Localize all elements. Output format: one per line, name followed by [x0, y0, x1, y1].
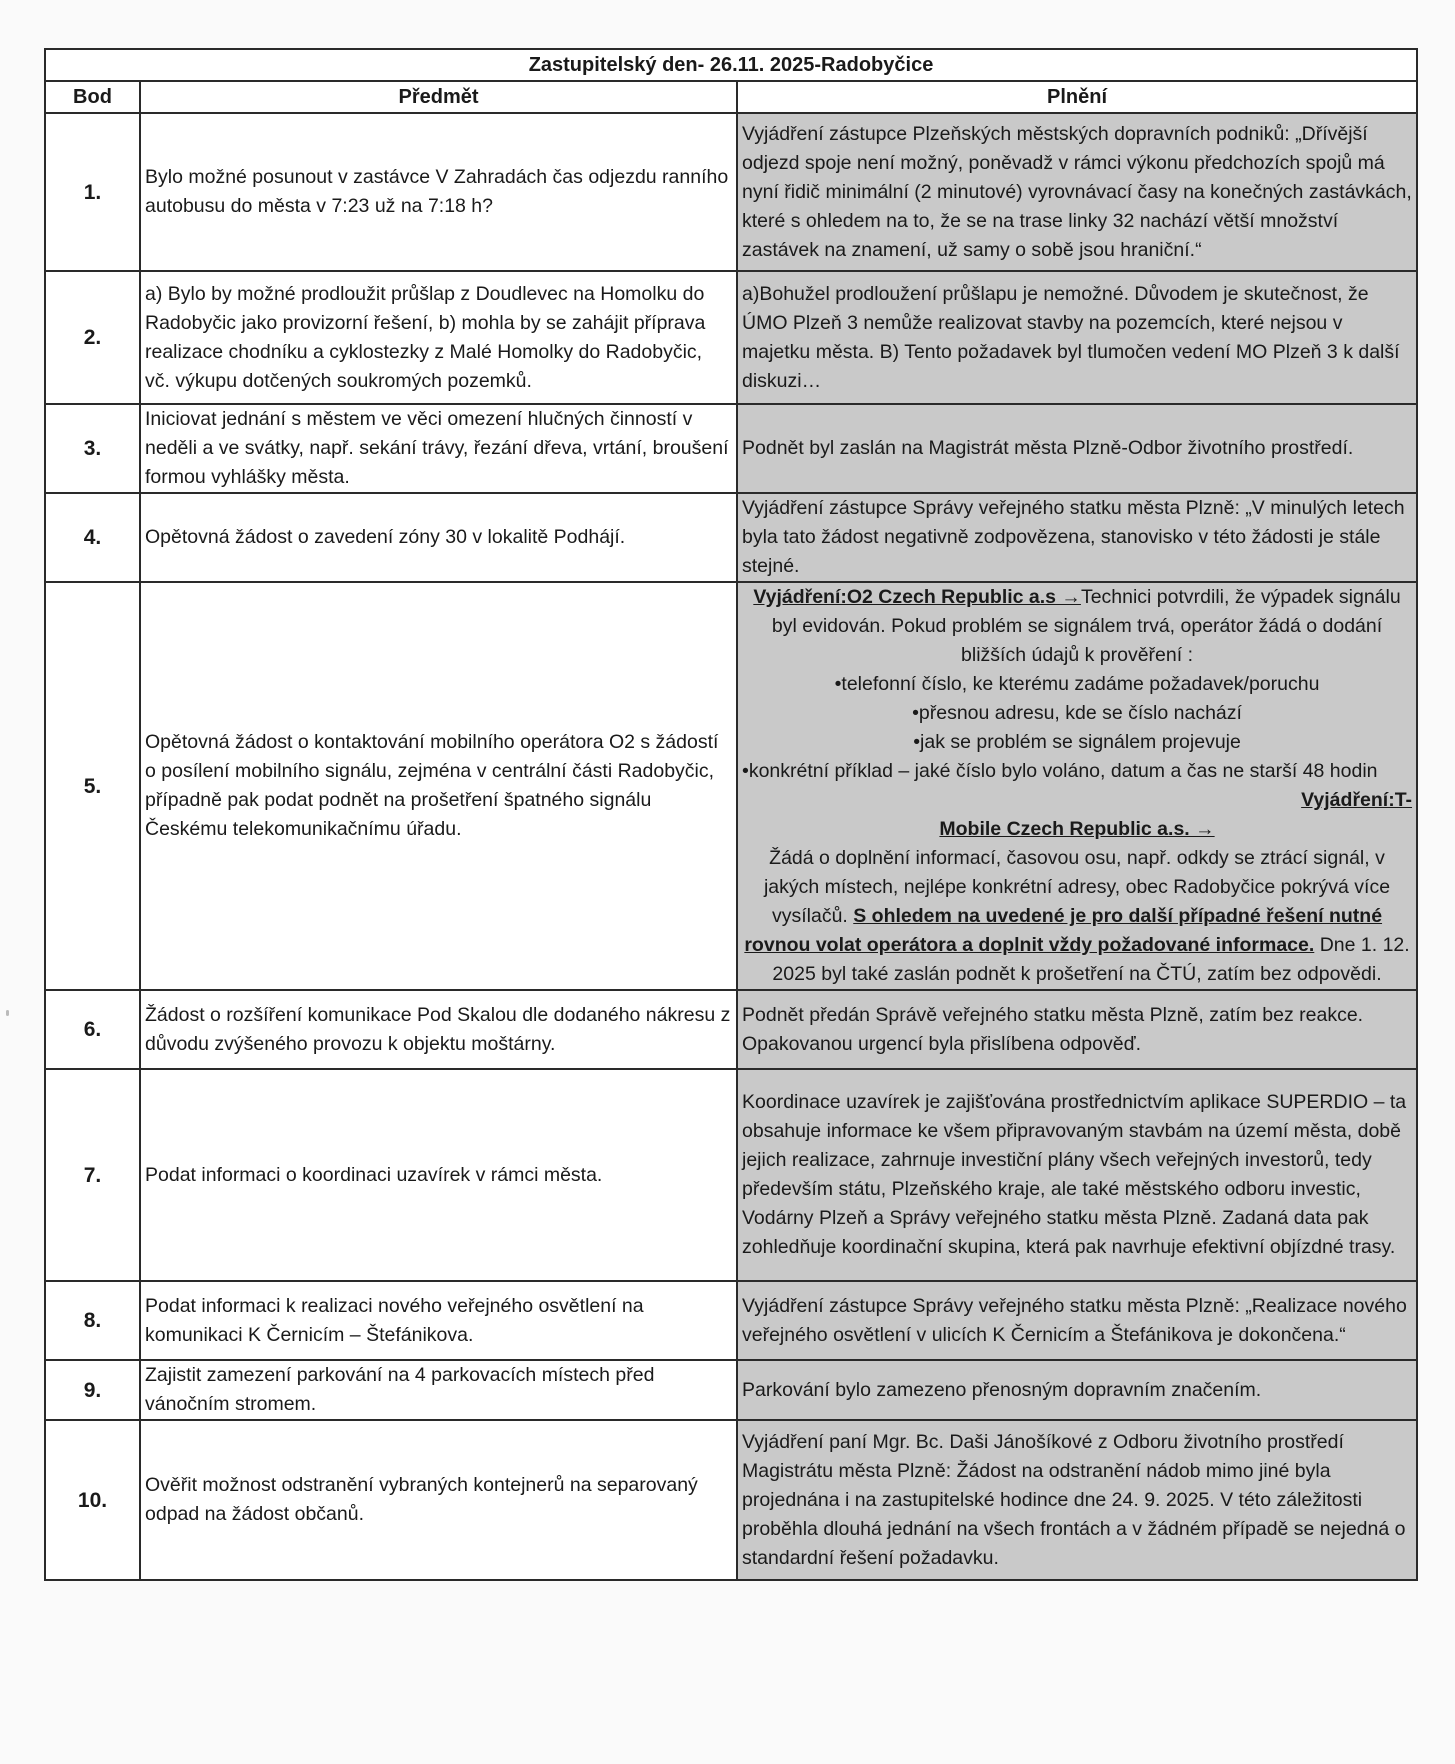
table-row: [45, 113, 1417, 271]
row-fulfilment: [737, 582, 1417, 990]
table-row: [45, 990, 1417, 1069]
header-bod: Bod: [45, 81, 140, 113]
row-fulfilment: Podnět byl zaslán na Magistrát města Plzně-Odbor životního prostředí.: [737, 404, 1417, 493]
bullet-item: •přesnou adresu, kde se číslo nachází: [912, 702, 1242, 724]
bullet-item: •telefonní číslo, ke kterému zadáme požadavek/poruchu: [834, 673, 1320, 695]
tmobile-text: Žádá o doplnění informací, časovou osu, např. odkdy se ztrácí signál, v jakých místech, nejlépe konkrétní adresy, obec Radobyčice pokrývá více vysílačů.: [763, 847, 1391, 927]
header-pleni: Plnění: [737, 81, 1417, 113]
row-number: 2.: [45, 271, 140, 404]
tmobile-label-a: Vyjádření:T-: [1301, 789, 1413, 811]
tmobile-statement: [742, 844, 1412, 989]
row-number: 5.: [45, 582, 140, 990]
row-fulfilment: Vyjádření zástupce Správy veřejného statku města Plzně: „V minulých letech byla tato žádost negativně zodpovězena, stanovisko v této žádosti je stále stejné.: [737, 493, 1417, 582]
row-fulfilment: Koordinace uzavírek je zajišťována prostřednictvím aplikace SUPERDIO – ta obsahuje informace ke všem připravovaným stavbám na území města, době jejich realizace, zahrnuje investiční plány všech veřejných investorů, tedy především státu, Plzeňského kraje, ale také městského odboru investic, Vodárny Plzeň a Správy veřejného statku města Plzně. Zadaná data pak zohledňuje koordinační skupina, která pak navrhuje efektivní objízdné trasy.: [737, 1069, 1417, 1281]
row-fulfilment: Vyjádření zástupce Plzeňských městských dopravních podniků: „Dřívější odjezd spoje není možný, poněvadž v rámci výkonu předchozích spojů má nyní řidič minimální (2 minutové) vyrovnávací časy na konečných zastávkách, které s ohledem na to, že se na trase linky 32 nachází větší množství zastávek na znamení, už samy o sobě jsou hraniční.“: [737, 113, 1417, 271]
row-number: 9.: [45, 1360, 140, 1420]
bullet-item-last: •konkrétní příklad – jaké číslo bylo voláno, datum a čas ne starší 48 hodin: [742, 760, 1378, 782]
row-subject: Podat informaci o koordinaci uzavírek v rámci města.: [140, 1069, 737, 1281]
row-subject: Iniciovat jednání s městem ve věci omezení hlučných činností v neděli a ve svátky, např. sekání trávy, řezání dřeva, vrtání, broušení formou vyhlášky města.: [140, 404, 737, 493]
o2-text: Technici potvrdili, že výpadek signálu byl evidován. Pokud problém se signálem trvá, operátor žádá o dodání bližších údajů k prověření :: [771, 586, 1401, 666]
table-row: [45, 1281, 1417, 1360]
table-row: [45, 271, 1417, 404]
row-number: 10.: [45, 1420, 140, 1580]
row-fulfilment: Podnět předán Správě veřejného statku města Plzně, zatím bez reakce. Opakovanou urgencí byla přislíbena odpověď.: [737, 990, 1417, 1069]
title-row: [45, 49, 1417, 81]
header-row: [45, 81, 1417, 113]
row-number: 8.: [45, 1281, 140, 1360]
row-number: 3.: [45, 404, 140, 493]
row-subject: Opětovná žádost o kontaktování mobilního operátora O2 s žádostí o posílení mobilního signálu, zejména v centrální části Radobyčic, případně pak podat podnět na prošetření špatného signálu Českému telekomunikačnímu úřadu.: [140, 582, 737, 990]
table-row: [45, 1360, 1417, 1420]
row-subject: Žádost o rozšíření komunikace Pod Skalou dle dodaného nákresu z důvodu zvýšeného provozu k objektu moštárny.: [140, 990, 737, 1069]
table-row: [45, 1420, 1417, 1580]
row-subject: Opětovná žádost o zavedení zóny 30 v lokalitě Podhájí.: [140, 493, 737, 582]
row-number: 4.: [45, 493, 140, 582]
table-row: [45, 493, 1417, 582]
o2-label: Vyjádření:O2 Czech Republic a.s →: [753, 586, 1081, 608]
row-fulfilment: Vyjádření zástupce Správy veřejného statku města Plzně: „Realizace nového veřejného osvětlení v ulicích K Černicím a Štefánikova je dokončena.“: [737, 1281, 1417, 1360]
header-predmet: Předmět: [140, 81, 737, 113]
tmobile-label-b: Mobile Czech Republic a.s. →: [939, 818, 1215, 840]
row-fulfilment: Parkování bylo zamezeno přenosným dopravním značením.: [737, 1360, 1417, 1420]
row-number: 7.: [45, 1069, 140, 1281]
emphasis-text: S ohledem na uvedené je pro další případné řešení nutné rovnou volat operátora a doplnit vždy požadované informace.: [744, 905, 1383, 956]
row-subject: Zajistit zamezení parkování na 4 parkovacích místech před vánočním stromem.: [140, 1360, 737, 1420]
row-subject: Bylo možné posunout v zastávce V Zahradách čas odjezdu ranního autobusu do města v 7:23 už na 7:18 h?: [140, 113, 737, 271]
row-subject: a) Bylo by možné prodloužit průšlap z Doudlevec na Homolku do Radobyčic jako provizorní řešení, b) mohla by se zahájit příprava realizace chodníku a cyklostezky z Malé Homolky do Radobyčic, vč. výkupu dotčených soukromých pozemků.: [140, 271, 737, 404]
minutes-table: [44, 48, 1418, 1581]
row-subject: Ověřit možnost odstranění vybraných kontejnerů na separovaný odpad na žádost občanů.: [140, 1420, 737, 1580]
table-row: [45, 582, 1417, 990]
row-subject: Podat informaci k realizaci nového veřejného osvětlení na komunikaci K Černicím – Štefánikova.: [140, 1281, 737, 1360]
row-number: 1.: [45, 113, 140, 271]
row-fulfilment: Vyjádření paní Mgr. Bc. Daši Jánošíkové z Odboru životního prostředí Magistrátu města Plzně: Žádost na odstranění nádob mimo jiné byla projednána i na zastupitelské hodince dne 24. 9. 2025. V této záležitosti proběhla dlouhá jednání na všech frontách a v žádném případě se nejedná o standardní řešení požadavku.: [737, 1420, 1417, 1580]
o2-statement: [742, 583, 1412, 670]
bullet-item: •jak se problém se signálem projevuje: [913, 731, 1241, 753]
final-text: Dne 1. 12. 2025 byl také zaslán podnět k prošetření na ČTÚ, zatím bez odpovědi.: [772, 934, 1410, 985]
table-row: [45, 404, 1417, 493]
row-number: 6.: [45, 990, 140, 1069]
scan-speck: [6, 1010, 9, 1016]
table-title: Zastupitelský den- 26.11. 2025-Radobyčice: [45, 49, 1417, 81]
row-fulfilment: a)Bohužel prodloužení průšlapu je nemožné. Důvodem je skutečnost, že ÚMO Plzeň 3 nemůže realizovat stavby na pozemcích, které nejsou v majetku města. B) Tento požadavek byl tlumočen vedení MO Plzeň 3 k další diskuzi…: [737, 271, 1417, 404]
table-row: [45, 1069, 1417, 1281]
